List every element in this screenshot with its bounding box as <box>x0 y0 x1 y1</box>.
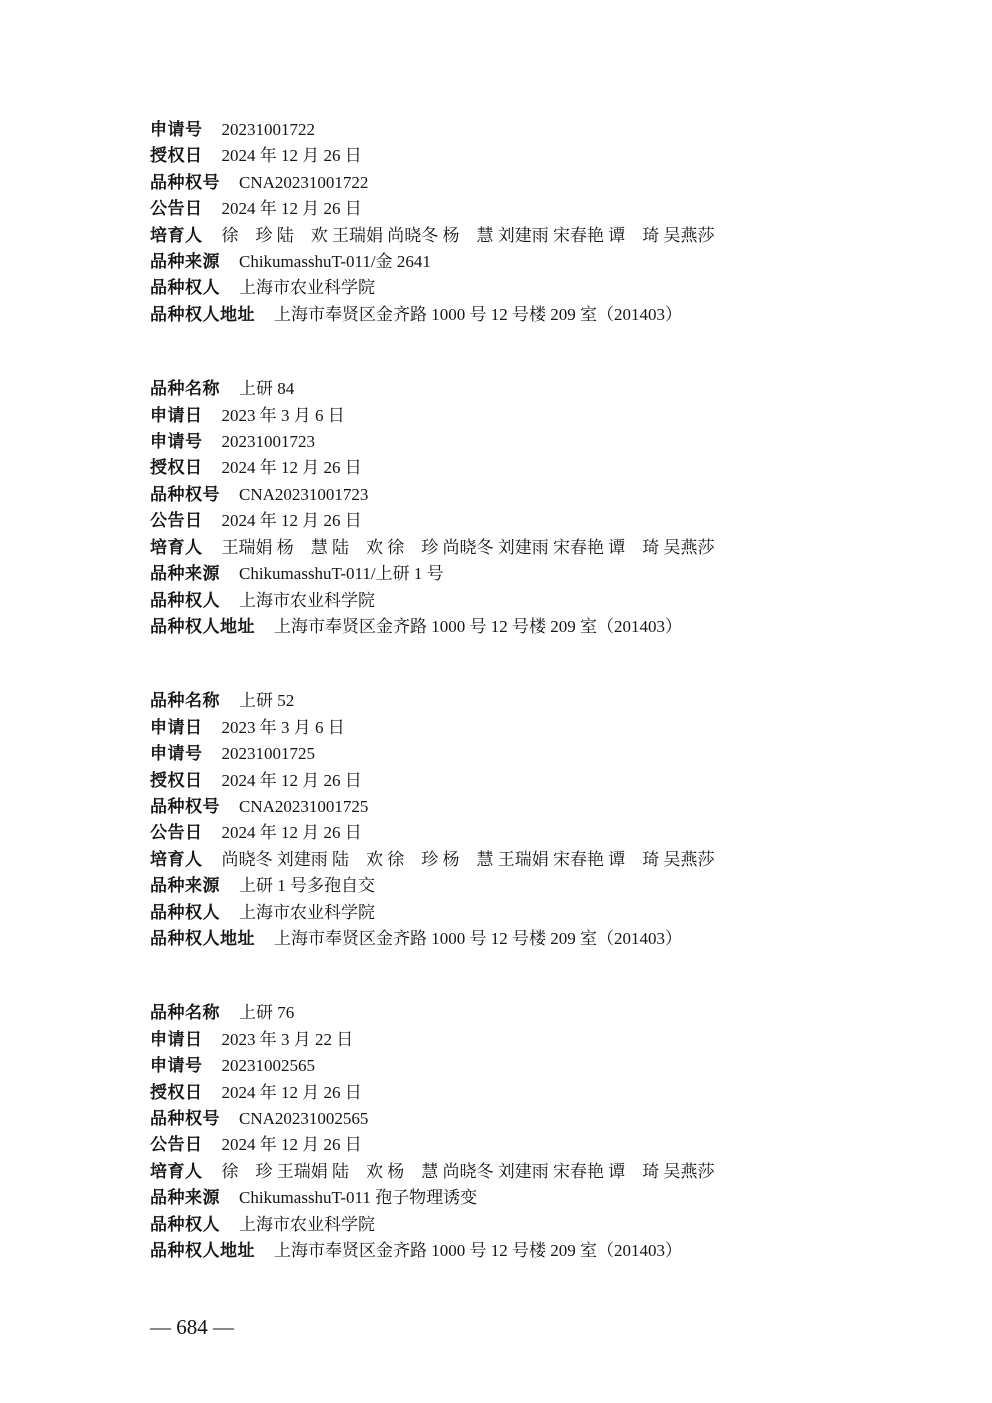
record-row <box>150 170 932 196</box>
field-label: 授权日 <box>150 458 203 478</box>
field-label: 申请号 <box>150 432 203 452</box>
field-label: 公告日 <box>150 511 203 531</box>
field-value: ChikumasshuT-011 孢子物理诱变 <box>239 1188 478 1208</box>
field-label: 申请日 <box>150 405 203 425</box>
field-value: 上海市农业科学院 <box>239 902 375 922</box>
field-label: 品种来源 <box>150 564 220 584</box>
field-value: 2024 年 12 月 26 日 <box>221 1082 362 1102</box>
field-value: CNA20231001723 <box>239 484 369 504</box>
field-value: 上研 52 <box>239 691 295 711</box>
field-label: 培育人 <box>150 225 203 245</box>
field-label: 品种权人 <box>150 590 220 610</box>
field-value: 上海市奉贤区金齐路 1000 号 12 号楼 209 室（201403） <box>274 928 682 948</box>
record-row <box>150 847 932 873</box>
field-value: 20231001725 <box>221 744 315 764</box>
record-row <box>150 1053 932 1079</box>
field-value: 2024 年 12 月 26 日 <box>221 199 362 219</box>
field-value: 徐 珍 陆 欢 王瑞娟 尚晓冬 杨 慧 刘建雨 宋春艳 谭 琦 吴燕莎 <box>221 225 715 245</box>
field-label: 品种权号 <box>150 1109 220 1128</box>
field-label: 品种名称 <box>150 1003 220 1023</box>
field-label: 授权日 <box>150 146 203 166</box>
record-row <box>150 196 932 222</box>
record-row <box>150 926 932 952</box>
field-label: 申请号 <box>150 120 203 139</box>
record-row <box>150 302 932 328</box>
field-value: 上海市农业科学院 <box>239 590 375 610</box>
field-value: 2024 年 12 月 26 日 <box>221 146 362 166</box>
field-value: 上海市奉贤区金齐路 1000 号 12 号楼 209 室（201403） <box>274 1241 682 1261</box>
record-row <box>150 1080 932 1106</box>
record-row <box>150 588 932 614</box>
field-label: 品种权人 <box>150 278 220 298</box>
field-value: 2024 年 12 月 26 日 <box>221 511 362 531</box>
record-row <box>150 429 932 455</box>
record-row <box>150 614 932 640</box>
field-value: 上海市农业科学院 <box>239 1214 375 1234</box>
record-row <box>150 535 932 561</box>
field-label: 品种来源 <box>150 1188 220 1208</box>
field-value: 2024 年 12 月 26 日 <box>221 458 362 478</box>
record-row <box>150 1159 932 1185</box>
field-label: 授权日 <box>150 770 203 790</box>
field-label: 品种来源 <box>150 876 220 896</box>
field-value: ChikumasshuT-011/金 2641 <box>239 252 431 272</box>
field-label: 品种权人 <box>150 1214 220 1234</box>
record-row <box>150 275 932 301</box>
field-label: 品种权人地址 <box>150 1241 255 1261</box>
field-value: 2024 年 12 月 26 日 <box>221 1135 362 1155</box>
field-label: 品种名称 <box>150 691 220 711</box>
field-value: 上研 1 号多孢自交 <box>239 876 375 896</box>
field-value: 上海市农业科学院 <box>239 278 375 298</box>
field-label: 申请号 <box>150 744 203 764</box>
record-row <box>150 403 932 429</box>
field-label: 公告日 <box>150 199 203 219</box>
record-row <box>150 820 932 846</box>
field-label: 授权日 <box>150 1082 203 1102</box>
field-value: 2023 年 3 月 6 日 <box>221 405 345 425</box>
record-row <box>150 249 932 275</box>
field-value: ChikumasshuT-011/上研 1 号 <box>239 564 444 584</box>
record-row <box>150 794 932 820</box>
record-row <box>150 715 932 741</box>
variety-record-shangyan-52 <box>150 688 932 952</box>
record-row <box>150 1212 932 1238</box>
record-row <box>150 376 932 402</box>
record-row <box>150 117 932 143</box>
field-label: 品种名称 <box>150 379 220 399</box>
field-label: 品种权人地址 <box>150 616 255 636</box>
field-label: 品种权号 <box>150 796 220 816</box>
record-row <box>150 508 932 534</box>
field-value: 上研 76 <box>239 1003 295 1023</box>
field-label: 品种权号 <box>150 172 220 192</box>
field-value: 20231002565 <box>221 1056 315 1076</box>
field-value: CNA20231001725 <box>239 796 369 816</box>
field-label: 申请日 <box>150 1029 203 1049</box>
field-label: 公告日 <box>150 823 203 843</box>
field-value: 20231001722 <box>221 120 315 139</box>
field-label: 品种权人地址 <box>150 928 255 948</box>
record-row <box>150 561 932 587</box>
field-value: 尚晓冬 刘建雨 陆 欢 徐 珍 杨 慧 王瑞娟 宋春艳 谭 琦 吴燕莎 <box>221 849 715 869</box>
record-row <box>150 482 932 508</box>
field-value: 徐 珍 王瑞娟 陆 欢 杨 慧 尚晓冬 刘建雨 宋春艳 谭 琦 吴燕莎 <box>221 1161 715 1181</box>
record-row <box>150 143 932 169</box>
field-label: 品种权号 <box>150 484 220 504</box>
record-row <box>150 768 932 794</box>
field-value: 上海市奉贤区金齐路 1000 号 12 号楼 209 室（201403） <box>274 616 682 636</box>
field-value: 2023 年 3 月 6 日 <box>221 717 345 737</box>
record-row <box>150 1132 932 1158</box>
record-row <box>150 900 932 926</box>
field-label: 培育人 <box>150 1161 203 1181</box>
variety-record-shangyan-76 <box>150 1000 932 1264</box>
variety-record-continued <box>150 117 932 328</box>
field-label: 品种来源 <box>150 252 220 272</box>
field-label: 申请日 <box>150 717 203 737</box>
record-row <box>150 1027 932 1053</box>
field-label: 培育人 <box>150 537 203 557</box>
field-value: CNA20231001722 <box>239 172 369 192</box>
field-label: 培育人 <box>150 849 203 869</box>
field-value: 2023 年 3 月 22 日 <box>221 1029 354 1049</box>
variety-record-shangyan-84 <box>150 376 932 640</box>
field-value: 上研 84 <box>239 379 295 399</box>
field-value: 20231001723 <box>221 432 315 452</box>
field-value: 上海市奉贤区金齐路 1000 号 12 号楼 209 室（201403） <box>274 304 682 324</box>
field-value: 王瑞娟 杨 慧 陆 欢 徐 珍 尚晓冬 刘建雨 宋春艳 谭 琦 吴燕莎 <box>221 537 715 557</box>
field-value: 2024 年 12 月 26 日 <box>221 770 362 790</box>
field-label: 品种权人 <box>150 902 220 922</box>
field-value: CNA20231002565 <box>239 1109 369 1128</box>
field-label: 申请号 <box>150 1056 203 1076</box>
record-row <box>150 741 932 767</box>
record-row <box>150 873 932 899</box>
field-label: 品种权人地址 <box>150 304 255 324</box>
record-row <box>150 1238 932 1264</box>
record-row <box>150 455 932 481</box>
field-value: 2024 年 12 月 26 日 <box>221 823 362 843</box>
record-row <box>150 223 932 249</box>
field-label: 公告日 <box>150 1135 203 1155</box>
record-row <box>150 1106 932 1132</box>
record-row <box>150 688 932 714</box>
page-number: — 684 — <box>150 1315 234 1340</box>
record-row <box>150 1185 932 1211</box>
record-row <box>150 1000 932 1026</box>
